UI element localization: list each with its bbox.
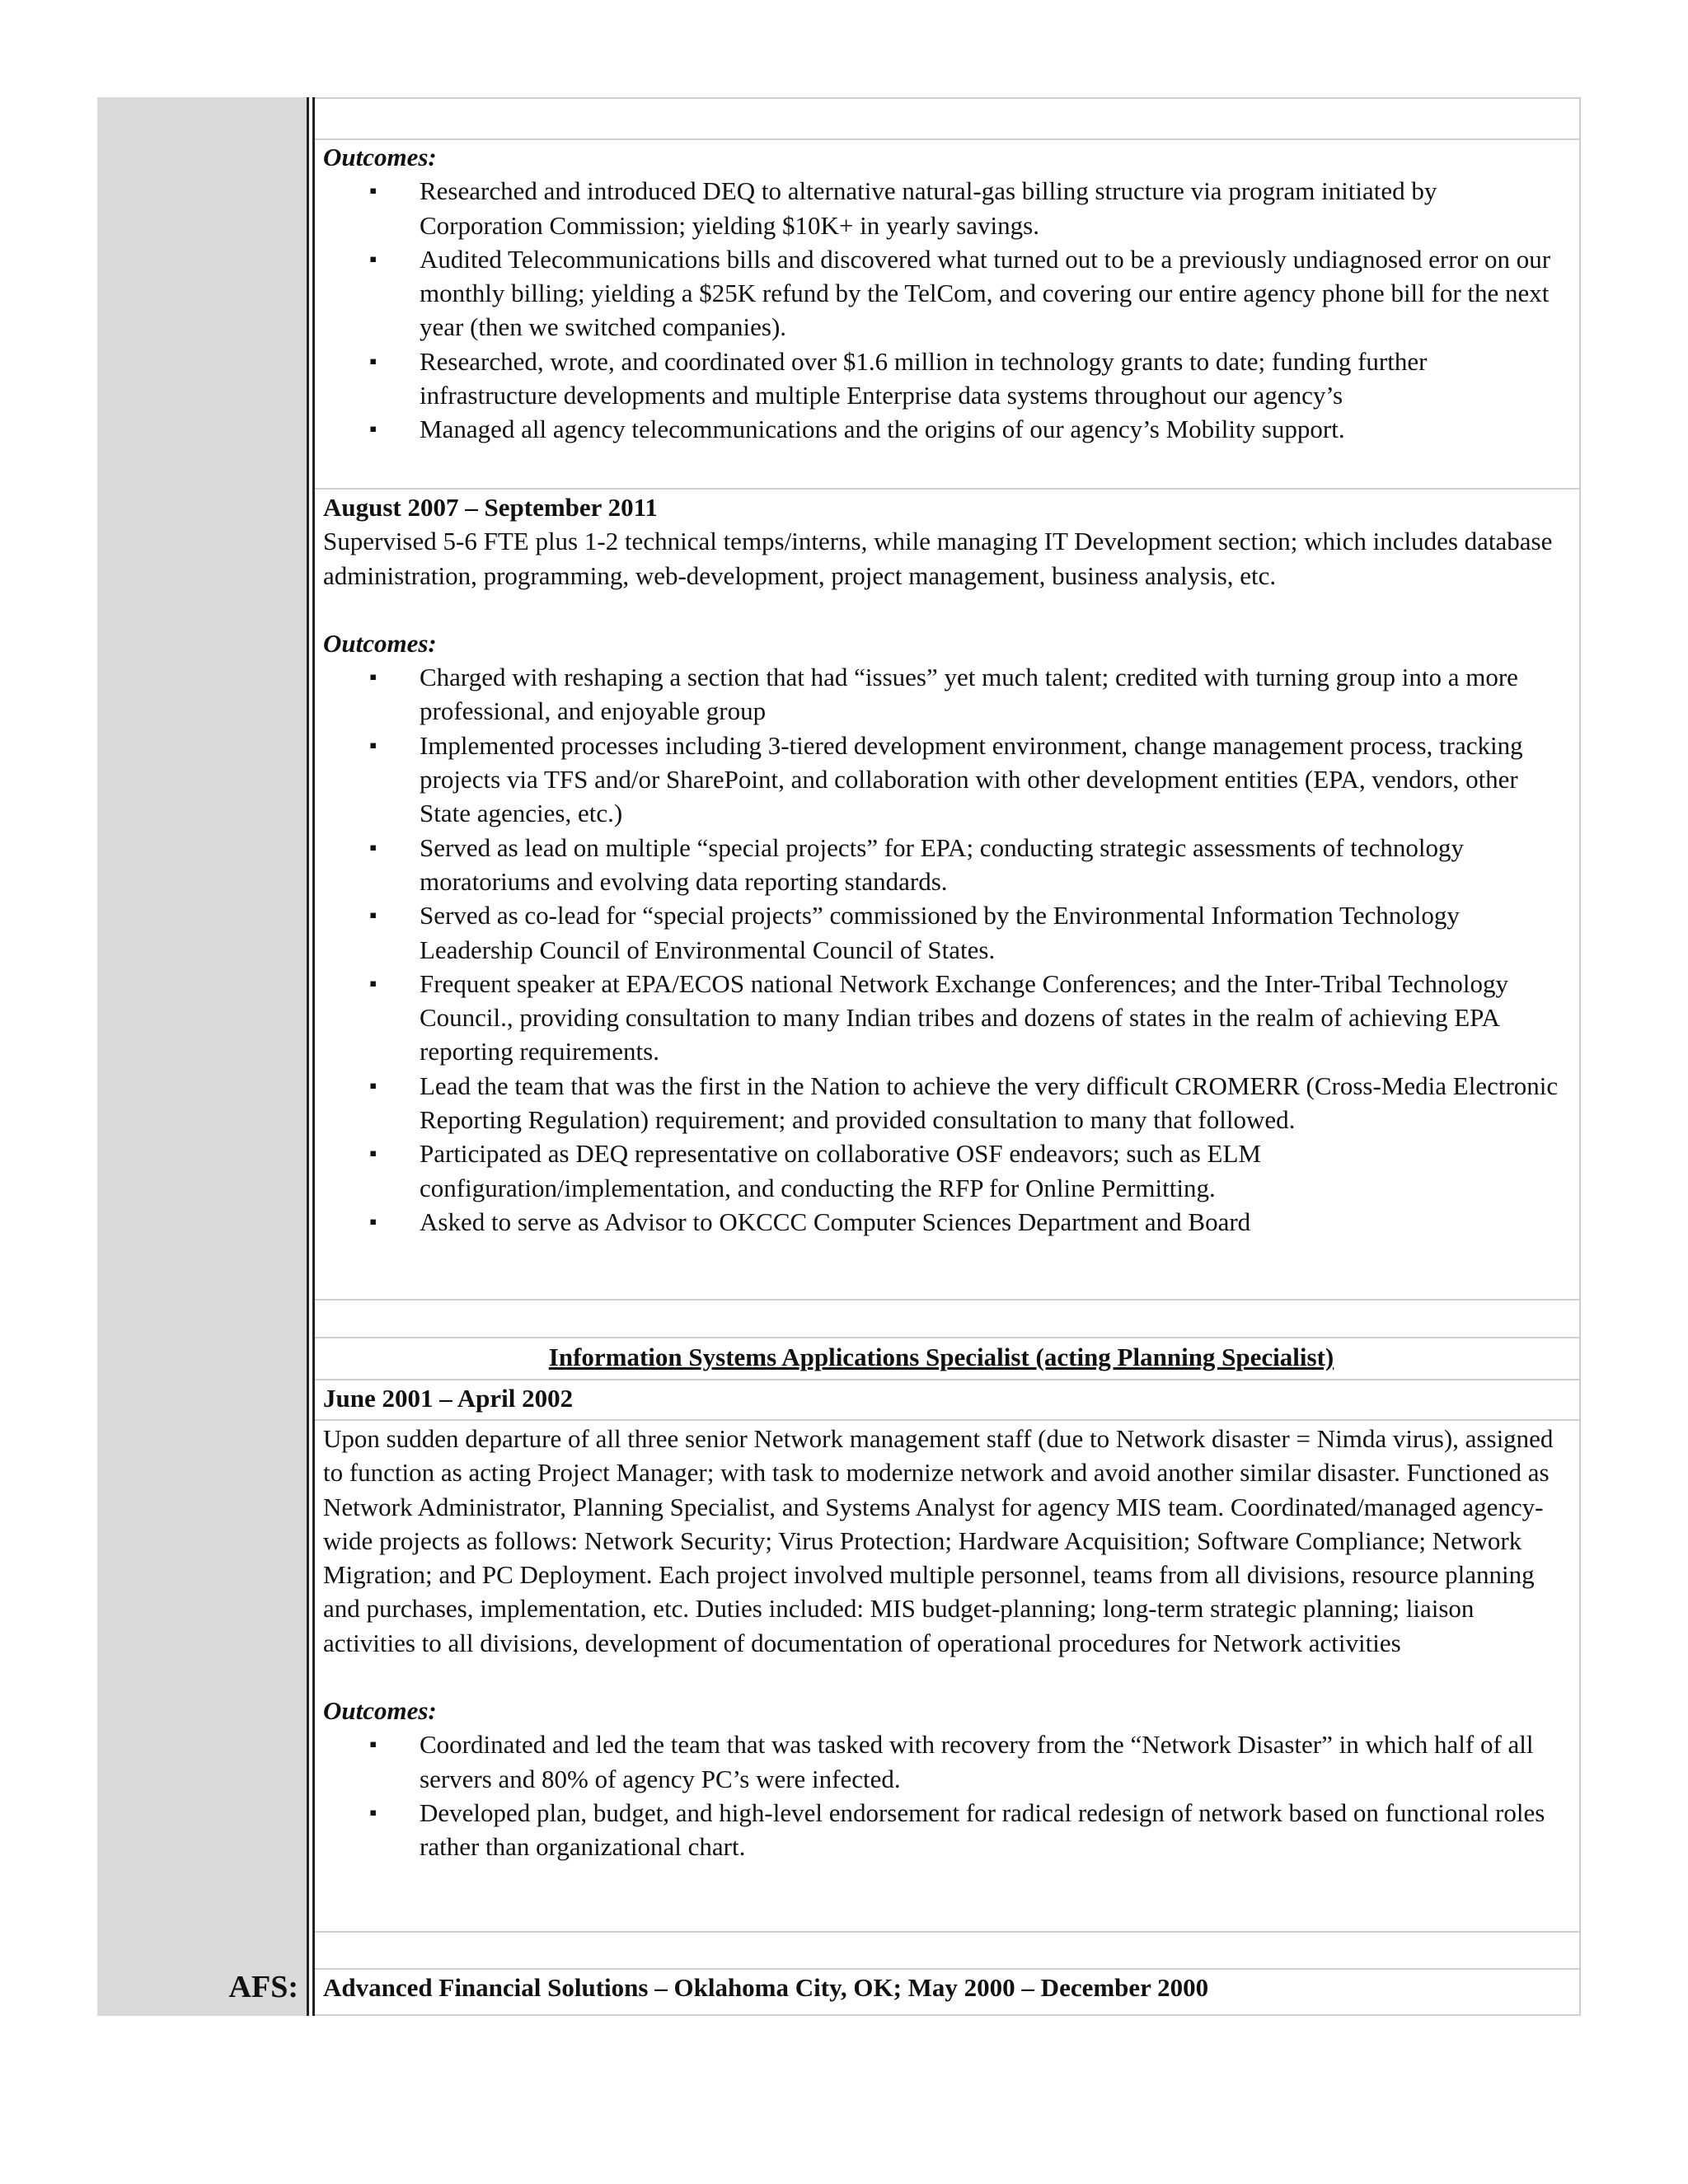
list-item: ▪ Frequent speaker at EPA/ECOS national Network Exchange Conferences; and the Inter-Tribal Technology Council., providing consultation to many Indian tribes and dozens of states in the realm of achieving EPA reporting requirements. (323, 967, 1559, 1069)
outcomes-list (323, 174, 1559, 446)
row-separator (315, 1968, 1581, 1970)
list-item: ▪ Served as lead on multiple “special projects” for EPA; conducting strategic assessments of technology moratoriums and evolving data reporting standards. (323, 831, 1559, 899)
left-gutter (97, 97, 307, 2016)
position-title: Information Systems Applications Specialist (acting Planning Specialist) (548, 1343, 1334, 1371)
outcomes-label: Outcomes: (323, 628, 437, 658)
row-separator (315, 488, 1581, 490)
employer-line: Advanced Financial Solutions – Oklahoma City, OK; May 2000 – December 2000 (323, 1973, 1209, 2002)
row-separator (315, 1299, 1581, 1301)
position-description: Supervised 5-6 FTE plus 1-2 technical temps/interns, while managing IT Development section; which includes database administration, programming, web-development, project management, business analysis, etc. (323, 527, 1553, 590)
list-item: ▪ Managed all agency telecommunications and the origins of our agency’s Mobility support. (323, 412, 1559, 446)
list-item: ▪ Implemented processes including 3-tiered development environment, change management process, tracking projects via TFS and/or SharePoint, and collaboration with other development entities (EPA, vendors, other State agencies, etc.) (323, 729, 1559, 831)
list-item: ▪ Researched and introduced DEQ to alternative natural-gas billing structure via program initiated by Corporation Commission; yielding $10K+ in yearly savings. (323, 174, 1559, 242)
position-title-row (323, 1340, 1559, 1374)
date-range: June 2001 – April 2002 (323, 1384, 574, 1413)
employer-row (323, 1971, 1559, 2004)
list-item: ▪ Served as co-lead for “special projects” commissioned by the Environmental Information Technology Leadership Council of Environmental Council of States. (323, 898, 1559, 967)
list-item: ▪ Asked to serve as Advisor to OKCCC Computer Sciences Department and Board (323, 1205, 1559, 1239)
list-item: ▪ Researched, wrote, and coordinated over $1.6 million in technology grants to date; funding further infrastructure developments and multiple Enterprise data systems throughout our agency’s (323, 344, 1559, 413)
block-1-outcomes (323, 140, 1559, 447)
list-item: ▪ Participated as DEQ representative on collaborative OSF endeavors; such as ELM configuration/implementation, and conducting the RFP for Online Permitting. (323, 1137, 1559, 1205)
list-item: ▪ Audited Telecommunications bills and discovered what turned out to be a previously undiagnosed error on our monthly billing; yielding a $25K refund by the TelCom, and covering our entire agency phone bill for the next year (then we switched companies). (323, 242, 1559, 344)
outcomes-label: Outcomes: (323, 1696, 437, 1726)
date-range: August 2007 – September 2011 (323, 493, 658, 522)
block-2-position (323, 490, 1559, 1239)
row-separator (315, 1379, 1581, 1380)
list-item: ▪ Developed plan, budget, and high-level endorsement for radical redesign of network based on functional roles rather than organizational chart. (323, 1796, 1559, 1864)
row-separator (315, 1337, 1581, 1338)
row-separator (315, 1419, 1581, 1421)
outcomes-list (323, 1727, 1559, 1863)
outcomes-list (323, 660, 1559, 1239)
section-label: AFS: (228, 1970, 298, 2004)
date-row (323, 1381, 1559, 1415)
row-separator (315, 1931, 1581, 1933)
double-rule-left (307, 97, 309, 2016)
position-description: Upon sudden departure of all three senior Network management staff (due to Network disaster = Nimda virus), assigned to function as acting Project Manager; with task to modernize network and avoid another similar disaster. Functioned as Network Administrator, Planning Specialist, and Systems Analyst for agency MIS team. Coordinated/managed agency-wide projects as follows: Network Security; Virus Protection; Hardware Acquisition; Software Compliance; Network Migration; and PC Deployment. Each project involved multiple personnel, teams from all divisions, resource planning and purchases, implementation, etc. Duties included: MIS budget-planning; long-term strategic planning; liaison activities to all divisions, development of documentation of operational procedures for Network activities (323, 1424, 1554, 1657)
list-item: ▪ Coordinated and led the team that was tasked with recovery from the “Network Disaster” in which half of all servers and 80% of agency PC’s were infected. (323, 1727, 1559, 1796)
list-item: ▪ Lead the team that was the first in the Nation to achieve the very difficult CROMERR (Cross-Media Electronic Reporting Regulation) requirement; and provided consultation to many that followed. (323, 1069, 1559, 1137)
list-item: ▪ Charged with reshaping a section that had “issues” yet much talent; credited with turning group into a more professional, and enjoyable group (323, 660, 1559, 729)
block-3-position (323, 1422, 1559, 1864)
outcomes-label: Outcomes: (323, 143, 437, 171)
